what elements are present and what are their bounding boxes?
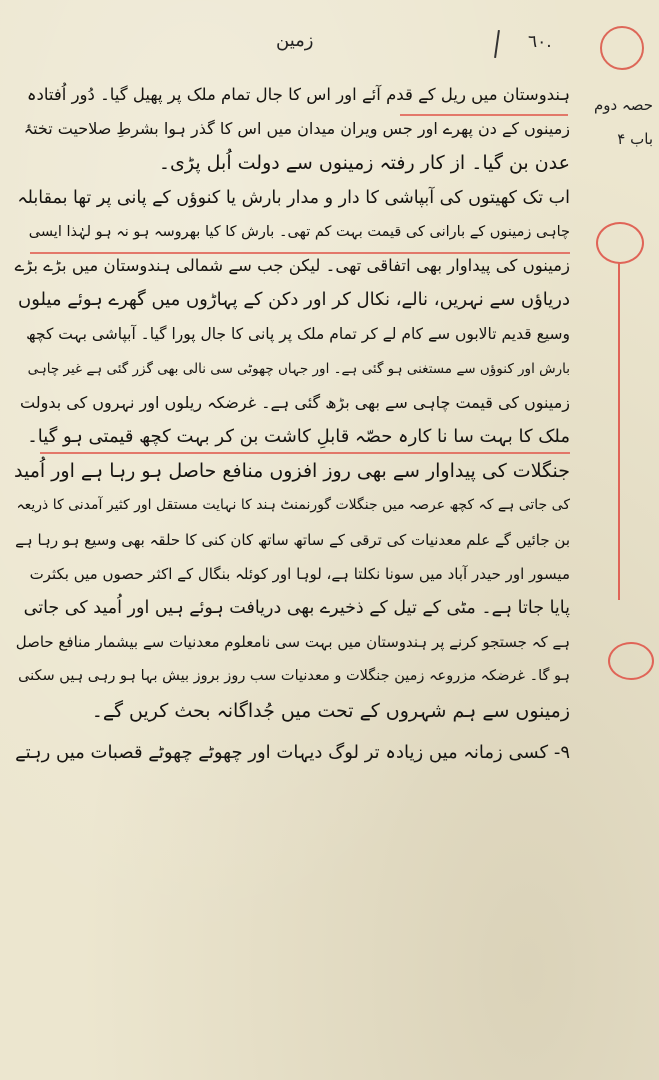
text-line: ہندوستان میں ریل کے قدم آئے اور اس کا جال تمام ملک پر پھیل گیا۔ دُور اُفتادہ xyxy=(26,85,570,104)
margin-note-part: حصہ دوم xyxy=(593,96,653,114)
page-number: ٦٠. xyxy=(528,32,552,52)
text-line: زمینوں کے دن پھرے اور جس ویران میدان میں اس کا گذر ہوا بشرطِ صلاحیت تختۂ xyxy=(23,119,570,139)
text-line: اب تک کھیتوں کی آبپاشی کا دار و مدار بارش یا کنوؤں کے پانی پر تھا بمقابلہ xyxy=(17,187,570,208)
page-header xyxy=(0,26,659,66)
text-line: پایا جاتا ہے۔ مٹی کے تیل کے ذخیرے بھی دریافت ہوئے ہیں اور اُمید کی جاتی xyxy=(23,598,570,619)
paragraph-section-9 xyxy=(14,736,570,770)
text-line: ملک کا بہت سا نا کارہ حصّہ قابلِ کاشت بن کر بہت کچھ قیمتی ہو گیا۔ xyxy=(27,426,570,448)
text-line: زمینوں کی قیمت چاہی سے بھی بڑھ گئی ہے۔ غرضکہ ریلوں اور نہروں کی بدولت xyxy=(20,392,570,412)
paragraph-railways xyxy=(14,78,570,181)
text-line: زمینوں سے ہم شہروں کے تحت میں جُداگانہ بحث کریں گے۔ xyxy=(91,699,570,722)
text-line: ہے کہ جستجو کرنے پر ہندوستان میں بہت سی نامعلوم معدنیات سے بیشمار منافع حاصل xyxy=(15,633,570,652)
text-line: زمینوں کی پیداوار بھی اتفاقی تھی۔ لیکن جب سے شمالی ہندوستان میں بڑے بڑے xyxy=(14,256,570,276)
text-line: میسور اور حیدر آباد میں سونا نکلتا ہے، لوہا اور کوئلہ بنگال کے اکثر حصوں میں بکثرت xyxy=(29,564,570,583)
article-body xyxy=(14,78,570,770)
text-line: بن جائیں گے علم معدنیات کی ترقی کے ساتھ ساتھ کان کنی کا حلقہ بھی وسیع ہو رہا ہے xyxy=(15,530,570,549)
text-line: بارش اور کنوؤں سے مستغنی ہو گئی ہے۔ اور جہاں چھوٹی سی نالی بھی گزر گئی ہے غیر چاہی xyxy=(27,360,570,377)
paragraph-irrigation xyxy=(14,181,570,455)
red-circle-annotation xyxy=(600,26,644,70)
text-line: دریاؤں سے نہریں، نالے، نکال کر اور دکن کے پہاڑوں میں گھرے ہوئے میلوں xyxy=(18,289,570,311)
margin-note-chapter: باب ۴ xyxy=(617,130,653,148)
pencil-mark xyxy=(494,30,500,58)
red-circle-annotation xyxy=(596,222,644,264)
text-line: وسیع قدیم تالابوں سے کام لے کر تمام ملک پر پانی کا جال پورا گیا۔ آبپاشی بہت کچھ xyxy=(26,325,570,344)
paragraph-forests-minerals xyxy=(14,454,570,728)
text-line: عدن بن گیا۔ از کار رفتہ زمینوں سے دولت اُبل پڑی۔ xyxy=(158,152,570,175)
text-line: جنگلات کی پیداوار سے بھی روز افزوں منافع حاصل ہو رہا ہے اور اُمید xyxy=(14,460,570,483)
text-line: چاہی زمینوں کے بارانی کی قیمت بہت کم تھی۔ بارش کا کیا بھروسہ ہو نہ ہو لہٰذا ایسی xyxy=(28,223,570,240)
margin-notes xyxy=(571,88,653,156)
text-line: ۹- کسی زمانہ میں زیادہ تر لوگ دیہات اور چھوٹے چھوٹے قصبات میں رہتے xyxy=(15,741,570,763)
text-line: کی جاتی ہے کہ کچھ عرصہ میں جنگلات گورنمنٹ ہند کا نہایت مستقل اور کثیر آمدنی کا ذریعہ xyxy=(16,497,570,514)
running-title: زمین xyxy=(276,30,314,51)
text-line: ہو گا۔ غرضکہ مزروعہ زمین جنگلات و معدنیات سب روز بروز بیش بہا ہو رہی ہیں سکنی xyxy=(18,668,570,685)
red-margin-line xyxy=(618,262,620,600)
red-circle-annotation xyxy=(608,642,654,680)
